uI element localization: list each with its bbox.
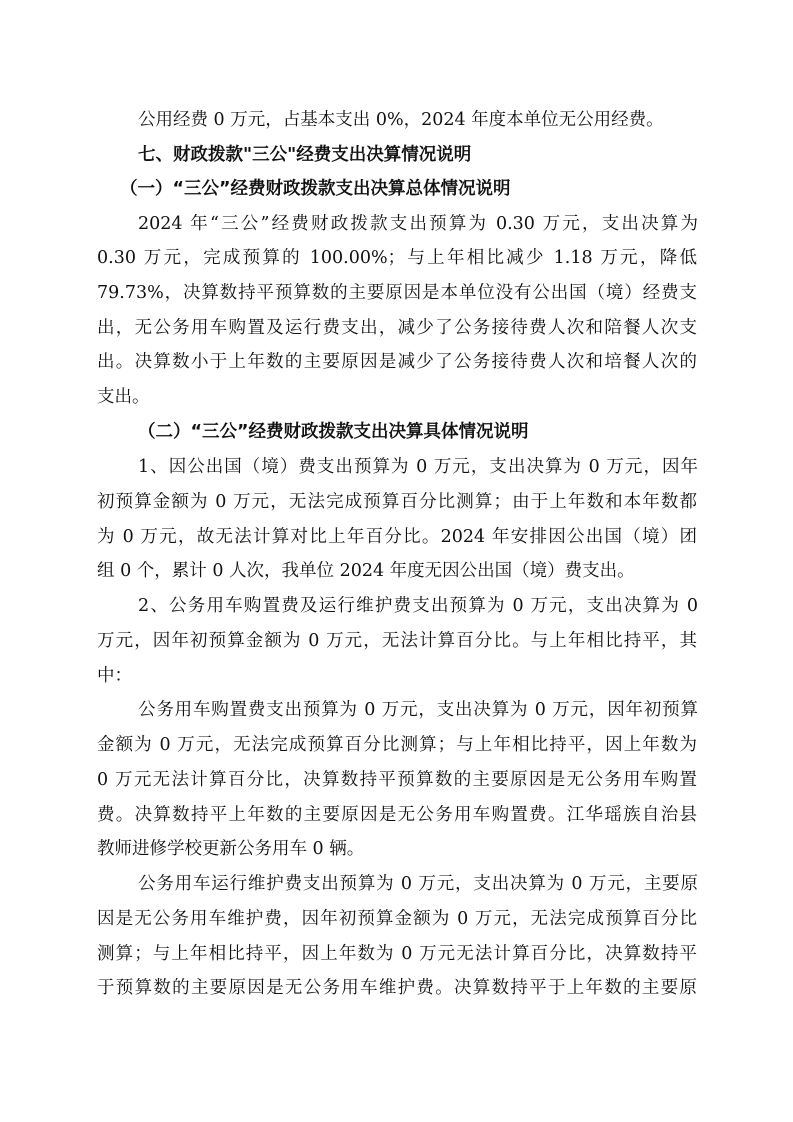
text-line: 金额为 0 万元，无法完成预算百分比测算；与上年相比持平，因上年数为 — [97, 735, 697, 755]
text-line: 测算；与上年相比持平，因上年数为 0 万元无法计算百分比，决算数持平 — [97, 944, 697, 964]
text-line: 初预算金额为 0 万元，无法完成预算百分比测算；由于上年数和本年数都 — [97, 492, 697, 512]
text-line: 支出。 — [97, 387, 150, 407]
text-line: 费。决算数持平上年数的主要原因是无公务用车购置费。江华瑶族自治县 — [97, 805, 697, 825]
text-line: 公务用车运行维护费支出预算为 0 万元，支出决算为 0 万元，主要原 — [138, 874, 698, 894]
text-line: 组 0 个，累计 0 人次，我单位 2024 年度无因公出国（境）费支出。 — [97, 561, 635, 581]
subsection-heading: （二）“三公”经费财政拨款支出决算具体情况说明 — [138, 422, 529, 442]
text-line: 公务用车购置费支出预算为 0 万元，支出决算为 0 万元，因年初预算 — [138, 700, 698, 720]
section-heading: 七、财政拨款"三公"经费支出决算情况说明 — [138, 145, 472, 165]
text-line: 公用经费 0 万元，占基本支出 0%，2024 年度本单位无公用经费。 — [138, 110, 664, 130]
text-line: 为 0 万元，故无法计算对比上年百分比。2024 年安排因公出国（境）团 — [97, 527, 697, 547]
text-line: 出。决算数小于上年数的主要原因是减少了公务接待费人次和培餐人次的 — [97, 352, 697, 372]
text-line: 教师进修学校更新公务用车 0 辆。 — [97, 839, 365, 859]
text-line: 2024 年“三公”经费财政拨款支出预算为 0.30 万元，支出决算为 — [138, 214, 698, 234]
text-line: 1、因公出国（境）费支出预算为 0 万元，支出决算为 0 万元，因年 — [138, 457, 698, 477]
text-line: 中： — [97, 666, 132, 686]
text-line: 79.73%，决算数持平预算数的主要原因是本单位没有公出国（境）经费支 — [97, 283, 697, 303]
text-line: 0 万元无法计算百分比，决算数持平预算数的主要原因是无公务用车购置 — [97, 770, 697, 790]
text-line: 出，无公务用车购置及运行费支出，减少了公务接待费人次和陪餐人次支 — [97, 318, 697, 338]
text-line: 因是无公务用车维护费，因年初预算金额为 0 万元，无法完成预算百分比 — [97, 909, 697, 929]
text-line: 于预算数的主要原因是无公务用车维护费。决算数持平于上年数的主要原 — [97, 978, 697, 998]
text-line: 万元，因年初预算金额为 0 万元，无法计算百分比。与上年相比持平，其 — [97, 631, 697, 651]
subsection-heading: （一）“三公”经费财政拨款支出决算总体情况说明 — [120, 179, 511, 199]
text-line: 0.30 万元，完成预算的 100.00%；与上年相比减少 1.18 万元，降低 — [97, 248, 697, 268]
text-line: 2、公务用车购置费及运行维护费支出预算为 0 万元，支出决算为 0 — [138, 596, 698, 616]
